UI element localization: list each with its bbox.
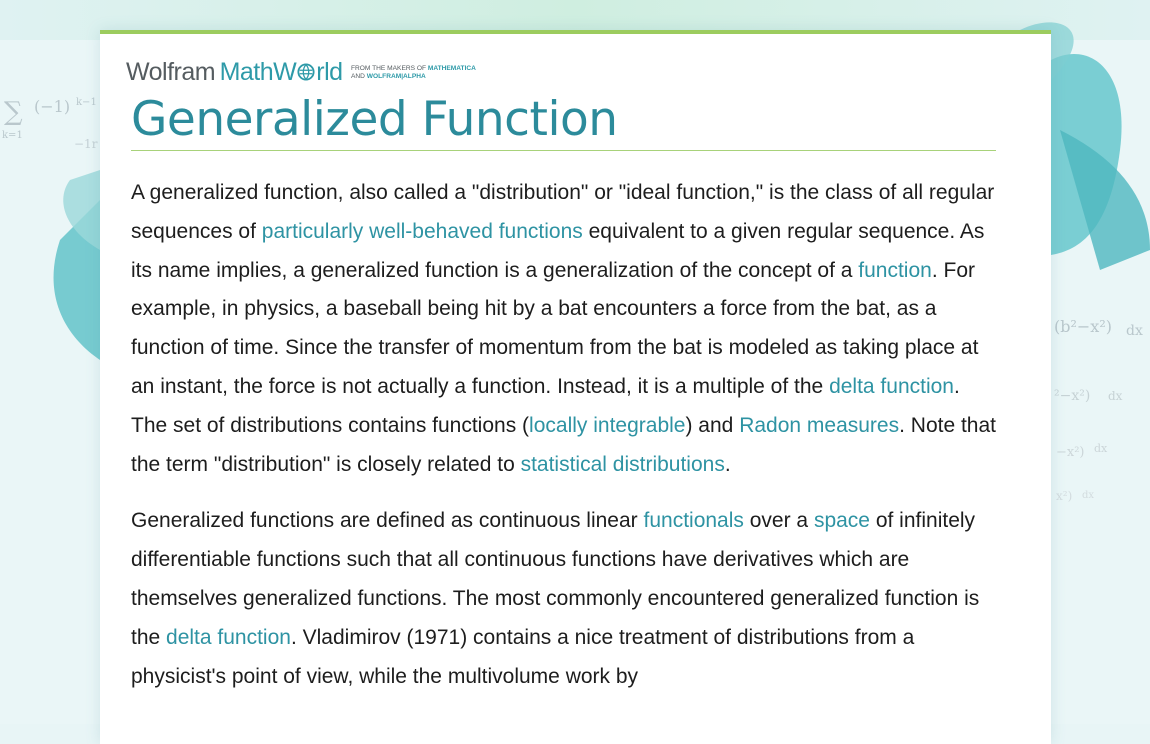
title-divider <box>131 150 996 151</box>
article-card <box>100 30 1051 744</box>
logo-wolfram-text: Wolfram <box>126 58 216 86</box>
svg-text:²−x²): ²−x²) <box>1054 388 1091 404</box>
text-segment: of infinitely differentiable functions such that all continuous functions have derivatives which are themselves generalized functions. The most commonly encountered generalized function is the <box>131 509 980 649</box>
text-segment: Generalized functions are defined as continuous linear <box>131 509 644 533</box>
link-functionals[interactable]: functionals <box>643 509 744 533</box>
logo-world-rest: rld <box>316 58 343 86</box>
logo-math-text <box>220 58 343 86</box>
tagline-brand-1: MATHEMATICA <box>427 65 476 72</box>
svg-text:k−1: k−1 <box>76 97 97 108</box>
text-segment: . Note that the term "distribution" is closely related to <box>131 413 996 476</box>
link-radon-measures[interactable]: Radon measures <box>739 413 900 437</box>
logo-world-w: W <box>273 58 297 86</box>
tagline-prefix-1: FROM THE MAKERS OF <box>351 65 426 72</box>
link-delta-function-2[interactable]: delta function <box>166 625 291 649</box>
text-segment: equivalent to a given regular sequence. As its name implies, a generalized function is a generalization of the concept of a <box>131 219 985 282</box>
world-icon <box>297 63 315 81</box>
svg-text:−1r: −1r <box>74 137 98 151</box>
paragraph-2 <box>131 502 1001 696</box>
paragraph-1 <box>131 174 1001 484</box>
logo-tagline <box>351 65 476 81</box>
svg-text:k=1: k=1 <box>2 130 23 141</box>
page-title: Generalized Function <box>131 92 618 147</box>
svg-text:dx: dx <box>1126 323 1143 339</box>
svg-text:dx: dx <box>1108 389 1123 403</box>
text-segment: A generalized function, also called a "distribution" or "ideal function," is the class of all regular sequences of <box>131 181 995 243</box>
link-function[interactable]: function <box>858 258 932 282</box>
article-body <box>131 174 1001 714</box>
svg-text:dx: dx <box>1082 490 1095 501</box>
text-segment: . Vladimirov (1971) contains a nice treatment of distributions from a physicist's point of view, while the multivolume work by <box>131 625 915 688</box>
mathworld-logo[interactable] <box>126 58 476 84</box>
link-delta-function[interactable]: delta function <box>829 374 954 398</box>
text-segment: over a <box>743 509 814 533</box>
link-statistical-distributions[interactable]: statistical distributions <box>520 452 725 476</box>
text-segment: . <box>724 452 731 476</box>
svg-text:(b²−x²): (b²−x²) <box>1054 317 1112 336</box>
text-segment: ) and <box>685 413 740 437</box>
link-space[interactable]: space <box>813 509 870 533</box>
link-well-behaved-functions[interactable]: particularly well-behaved functions <box>261 219 583 243</box>
text-segment: . For example, in physics, a baseball being hit by a bat encounters a force from the bat, as a function of time. Since the transfer of momentum from the bat is modeled as taking place at an instant, the force is not actually a function. Instead, it is a multiple of the <box>131 258 979 398</box>
svg-text:dx: dx <box>1094 442 1108 455</box>
svg-text:∑: ∑ <box>4 97 23 127</box>
svg-text:−x²): −x²) <box>1056 445 1085 460</box>
svg-text:x²): x²) <box>1056 489 1073 503</box>
logo-math-part: Math <box>219 58 274 86</box>
svg-text:(−1): (−1) <box>34 97 71 116</box>
link-locally-integrable[interactable]: locally integrable <box>529 413 686 437</box>
tagline-brand-2: WOLFRAM|ALPHA <box>366 73 426 80</box>
tagline-prefix-2: AND <box>351 73 365 80</box>
text-segment: . The set of distributions contains functions ( <box>131 374 960 437</box>
